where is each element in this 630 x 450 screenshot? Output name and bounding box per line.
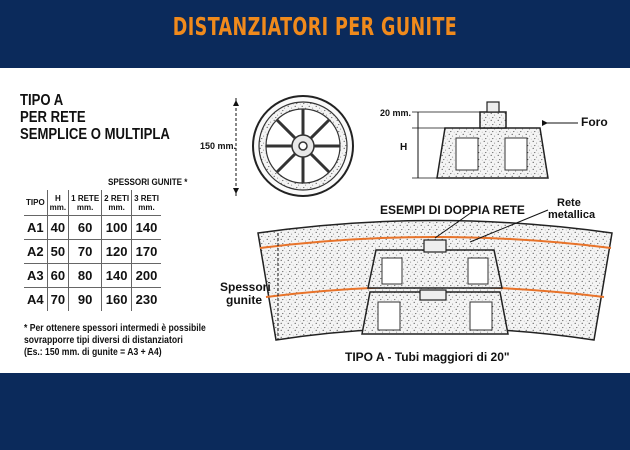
section-caption: TIPO A - Tubi maggiori di 20" — [345, 350, 510, 364]
column-header-unit: mm. — [108, 202, 125, 212]
table-cell: 140 — [102, 264, 132, 288]
column-header-main: 1 RETE — [71, 193, 100, 203]
column-header-unit: mm. — [49, 202, 67, 212]
table-cell: 40 — [47, 216, 68, 240]
table-cell: 120 — [102, 240, 132, 264]
table-cell: 70 — [69, 240, 102, 264]
spacer-side-view — [412, 102, 578, 178]
table-cell: 200 — [132, 264, 161, 288]
table-cell: 60 — [47, 264, 68, 288]
footnote-line-1: * Per ottenere spessori intermedi è possibile — [24, 322, 206, 334]
table-cell: A4 — [24, 288, 47, 312]
table-cell: 160 — [102, 288, 132, 312]
double-mesh-section — [258, 210, 612, 340]
spessori-label-line-1: Spessori — [220, 280, 271, 294]
column-header-unit: mm. — [76, 202, 94, 212]
table-cell: 100 — [102, 216, 132, 240]
table-cell: 170 — [132, 240, 161, 264]
table-cell: A3 — [24, 264, 47, 288]
table-cell: 140 — [132, 216, 161, 240]
dim-20-label: 20 mm. — [380, 108, 412, 118]
column-header-unit: mm. — [138, 202, 155, 212]
table-cell: 90 — [69, 288, 102, 312]
table-cell: A2 — [24, 240, 47, 264]
table-cell: 70 — [47, 288, 68, 312]
rete-label-line-2: metallica — [548, 209, 596, 221]
heading-line-1: TIPO A — [20, 92, 64, 109]
table-group-header: SPESSORI GUNITE * — [108, 177, 188, 188]
dim-150-label: 150 mm. — [200, 141, 237, 151]
footnote-line-3: (Es.: 150 mm. di gunite = A3 + A4) — [24, 346, 162, 358]
page-title: DISTANZIATORI PER GUNITE — [172, 12, 458, 41]
rete-label-line-1: Rete — [557, 197, 581, 209]
heading-line-2: PER RETE — [20, 109, 86, 126]
dim-h-label: H — [400, 142, 408, 153]
column-header-main: 3 RETI — [134, 193, 159, 203]
heading-line-3: SEMPLICE O MULTIPLA — [20, 126, 170, 143]
foro-label: Foro — [581, 115, 608, 129]
column-header-main: H — [55, 193, 61, 203]
column-header-main: 2 RETI — [104, 193, 130, 203]
table-cell: 230 — [132, 288, 161, 312]
table-cell: 80 — [69, 264, 102, 288]
examples-label: ESEMPI DI DOPPIA RETE — [380, 203, 525, 217]
table-cell: 50 — [47, 240, 68, 264]
spessori-label-line-2: gunite — [226, 293, 262, 307]
table-cell: 60 — [69, 216, 102, 240]
spacer-top-view — [233, 96, 353, 196]
column-header-main: TIPO — [26, 198, 45, 207]
table-cell: A1 — [24, 216, 47, 240]
footnote-line-2: sovrapporre tipi diversi di distanziatori — [24, 334, 183, 346]
